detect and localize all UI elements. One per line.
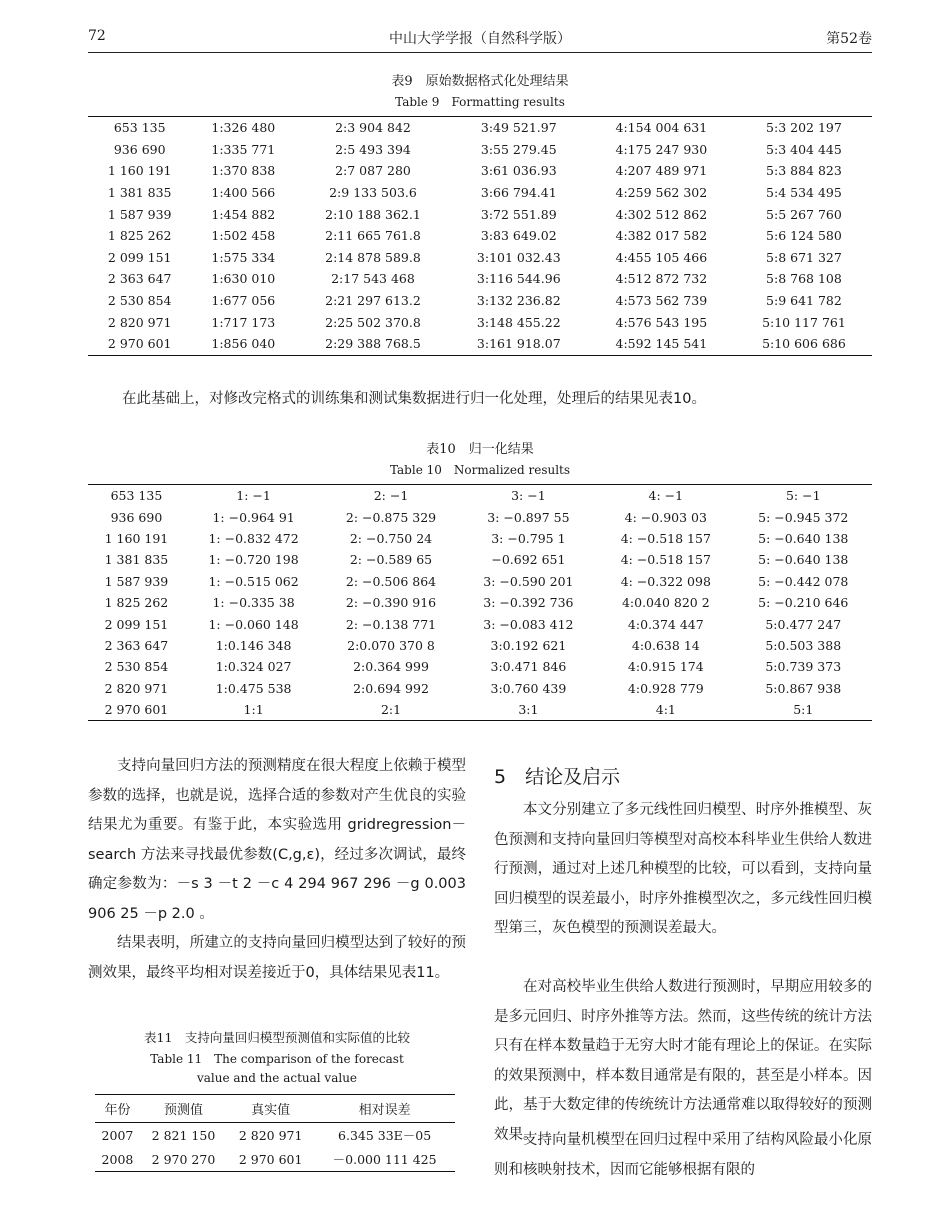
table-cell: 3:49 521.97: [480, 120, 557, 136]
table9-row: [88, 203, 872, 225]
table-cell: 5:6 124 580: [766, 228, 842, 244]
table-cell: 1:0.146 348: [215, 637, 292, 653]
table-cell: 3: −1: [511, 488, 546, 504]
table-cell: 4:175 247 930: [615, 141, 708, 157]
table-cell: 2 970 270: [151, 1151, 216, 1167]
table-cell: 2:29 388 768.5: [325, 336, 421, 352]
table9-row: [88, 247, 872, 269]
table-cell: 5: −0.210 646: [758, 595, 849, 611]
table-cell: 2: −0.390 916: [345, 595, 437, 611]
table-cell: 2:11 665 761.8: [325, 228, 421, 244]
table-cell: 5:10 606 686: [762, 336, 846, 352]
table10-row: [88, 699, 872, 721]
table-cell: 2 970 601: [238, 1151, 303, 1167]
table-cell: 2 099 151: [107, 249, 172, 265]
table-cell: 2 970 601: [107, 336, 172, 352]
table-cell: 3:161 918.07: [476, 336, 561, 352]
table-cell: 3:116 544.96: [476, 271, 561, 287]
table-cell: 2: −0.138 771: [345, 616, 437, 632]
table-cell: 4:573 562 739: [615, 293, 708, 309]
table-cell: 1: −0.720 198: [208, 552, 299, 568]
table-cell: 5: −0.640 138: [758, 530, 849, 546]
table-cell: 2: −0.750 24: [349, 530, 433, 546]
table-cell: 2 530 854: [104, 659, 169, 675]
table-cell: 1 381 835: [107, 185, 172, 201]
table-cell: 3:101 032.43: [476, 249, 561, 265]
table11-row: [95, 1147, 455, 1172]
table-cell: 1 160 191: [104, 530, 169, 546]
table-cell: 1:326 480: [211, 120, 276, 136]
table-cell: 5:0.477 247: [765, 616, 842, 632]
table10-row: [88, 635, 872, 656]
table-cell: 3:1: [518, 702, 539, 718]
table-cell: 1 825 262: [107, 228, 172, 244]
table10-row: [88, 485, 872, 507]
running-header: [88, 28, 872, 50]
table10-row: [88, 549, 872, 570]
table11-header-forecast: 预测值: [140, 1095, 227, 1123]
table-cell: 2 363 647: [107, 271, 172, 287]
table10-row: [88, 613, 872, 634]
table10-row: [88, 592, 872, 613]
table-cell: 5:0.739 373: [765, 659, 842, 675]
table9: [88, 116, 872, 356]
table-cell: 4:512 872 732: [615, 271, 708, 287]
table-cell: 3: −0.590 201: [483, 573, 574, 589]
table-cell: 2: −0.589 65: [349, 552, 433, 568]
table-cell: 5: −0.442 078: [758, 573, 849, 589]
table-cell: 1:575 334: [211, 249, 276, 265]
table11-header-error: 相对误差: [314, 1095, 455, 1123]
table9-row: [88, 311, 872, 333]
table-cell: 1:454 882: [211, 206, 276, 222]
table9-row: [88, 117, 872, 139]
table-cell: 2:7 087 280: [335, 163, 411, 179]
table-cell: 5:3 404 445: [766, 141, 842, 157]
table-cell: 2:17 543 468: [331, 271, 415, 287]
table-cell: 1:400 566: [211, 185, 276, 201]
table11: [95, 1094, 455, 1172]
volume-label: 第52卷: [826, 31, 872, 47]
table-cell: 1 381 835: [104, 552, 169, 568]
table9-row: [88, 290, 872, 312]
table-cell: 3:61 036.93: [480, 163, 557, 179]
table9-row: [88, 160, 872, 182]
table-cell: 5:8 768 108: [766, 271, 842, 287]
table-cell: 2:9 133 503.6: [329, 185, 417, 201]
table-cell: 4:455 105 466: [615, 249, 708, 265]
table-cell: 653 135: [110, 488, 163, 504]
table-cell: 4:0.638 14: [631, 637, 700, 653]
table-cell: 3:0.471 846: [490, 659, 567, 675]
table-cell: 6.345 33E－05: [338, 1128, 432, 1143]
left-paragraph-1: 支持向量回归方法的预测精度在很大程度上依赖于模型参数的选择，也就是说，选择合适的参数对产生优良的实验结果尤为重要。有鉴于此，本实验选用 gridregression－search 方法来寻找最优参数(C,g,ε)，经过多次调试，最终确定参数为：－s 3 －t 2 －c 4 294 967 296 －g 0.003 906 25 －p 2.0 。: [88, 758, 466, 922]
table-cell: 5:4 534 495: [766, 185, 842, 201]
table-cell: 2:14 878 589.8: [325, 249, 421, 265]
table-cell: 1: −0.515 062: [208, 573, 299, 589]
table-cell: 1:370 838: [211, 163, 276, 179]
table-cell: 1 587 939: [107, 206, 172, 222]
table-cell: 2:1: [380, 702, 402, 718]
table-cell: 3:66 794.41: [480, 185, 557, 201]
table-cell: 5:0.503 388: [765, 637, 842, 653]
table-cell: 4:592 145 541: [615, 336, 708, 352]
table-cell: 1 160 191: [107, 163, 172, 179]
table-cell: 653 135: [113, 120, 166, 136]
right-paragraph-2: 在对高校毕业生供给人数进行预测时，早期应用较多的是多元回归、时序外推等方法。然而，这些传统的统计方法只有在样本数量趋于无穷大时才能有理论上的保证。在实际的效果预测中，样本数目通常是有限的，甚至是小样本。因此，基于大数定律的传统统计方法通常难以取得较好的预测效果。: [494, 979, 872, 1143]
table-cell: 5:10 117 761: [762, 314, 846, 330]
table-cell: 2 099 151: [104, 616, 169, 632]
table11-header-actual: 真实值: [227, 1095, 314, 1123]
table-cell: 4:154 004 631: [615, 120, 708, 136]
table11-row: [95, 1123, 455, 1148]
table-cell: 2 970 601: [104, 702, 169, 718]
table-cell: 4:259 562 302: [615, 185, 708, 201]
table9-row: [88, 182, 872, 204]
table-cell: 2:21 297 613.2: [325, 293, 421, 309]
table11-caption-en-2: value and the actual value: [196, 1071, 358, 1085]
table-cell: 1: −1: [236, 488, 271, 504]
table-cell: 4:0.040 820 2: [621, 595, 710, 611]
table-cell: 1:1: [243, 702, 264, 718]
table-cell: 2 820 971: [107, 314, 172, 330]
table-cell: 2:0.694 992: [353, 680, 429, 696]
table-cell: 1: −0.832 472: [208, 530, 299, 546]
table-cell: 5:1: [793, 702, 814, 718]
table-cell: 2: −0.506 864: [345, 573, 437, 589]
table10-row: [88, 656, 872, 677]
table11-header-year: 年份: [95, 1095, 140, 1123]
table-cell: 1 825 262: [104, 595, 169, 611]
table10-caption-en: Table 10 Normalized results: [389, 463, 571, 477]
table9-row: [88, 225, 872, 247]
journal-title: 中山大学学报（自然科学版）: [389, 31, 571, 47]
table-cell: 3:83 649.02: [480, 228, 557, 244]
table-cell: 4: −1: [648, 488, 684, 504]
page-number: 72: [88, 28, 106, 44]
paragraph-intro-table10: 在此基础上，对修改完格式的训练集和测试集数据进行归一化处理，处理后的结果见表10。: [122, 391, 706, 407]
table9-row: [88, 333, 872, 355]
table-cell: 1:717 173: [211, 314, 276, 330]
table9-caption-en: Table 9 Formatting results: [395, 95, 565, 109]
table-cell: 2 820 971: [104, 680, 169, 696]
table-cell: 2:0.364 999: [353, 659, 429, 675]
table-cell: 5:9 641 782: [766, 293, 842, 309]
table-cell: −0.692 651: [491, 552, 566, 568]
table-cell: 2:3 904 842: [335, 120, 411, 136]
table10-caption-cn: 表10 归一化结果: [426, 442, 534, 457]
table-cell: 2 530 854: [107, 293, 172, 309]
table-cell: 3: −0.392 736: [483, 595, 574, 611]
table-cell: 2: −1: [373, 488, 409, 504]
table10-row: [88, 528, 872, 549]
table-cell: 2:5 493 394: [335, 141, 411, 157]
table11-caption-cn: 表11 支持向量回归模型预测值和实际值的比较: [144, 1030, 410, 1045]
table-cell: 1:502 458: [211, 228, 276, 244]
table-cell: 4:576 543 195: [615, 314, 708, 330]
table-cell: 1:856 040: [211, 336, 276, 352]
table-cell: 5:3 884 823: [766, 163, 842, 179]
table-cell: 3: −0.897 55: [487, 509, 570, 525]
right-paragraph-1: 本文分别建立了多元线性回归模型、时序外推模型、灰色预测和支持向量回归等模型对高校本科毕业生供给人数进行预测，通过对上述几种模型的比较，可以看到，支持向量回归模型的误差最小，时序外推模型次之，多元线性回归模型第三，灰色模型的预测误差最大。: [494, 802, 872, 936]
table-cell: 1: −0.964 91: [212, 509, 295, 525]
table-cell: 2: −0.875 329: [345, 509, 437, 525]
table-cell: 936 690: [110, 509, 163, 525]
table-cell: 1:335 771: [211, 141, 276, 157]
table-cell: 1 587 939: [104, 573, 169, 589]
table9-row: [88, 139, 872, 161]
table-cell: 5:0.867 938: [765, 680, 842, 696]
table-cell: 3:72 551.89: [480, 206, 557, 222]
table-cell: 5: −1: [785, 488, 821, 504]
table-cell: 3: −0.795 1: [491, 530, 566, 546]
table-cell: 5: −0.945 372: [758, 509, 849, 525]
table-cell: 3:0.760 439: [490, 680, 567, 696]
table10: [88, 484, 872, 721]
table10-row: [88, 678, 872, 699]
table-cell: 4:1: [655, 702, 676, 718]
table-cell: 4: −0.903 03: [624, 509, 707, 525]
table11-caption-en-1: Table 11 The comparison of the forecast: [150, 1052, 404, 1066]
table-cell: 4:207 489 971: [615, 163, 708, 179]
table-cell: 1:677 056: [211, 293, 276, 309]
table-cell: 2:10 188 362.1: [325, 206, 421, 222]
table-cell: 5:8 671 327: [766, 249, 842, 265]
table-cell: 5:3 202 197: [766, 120, 842, 136]
table9-caption-cn: 表9 原始数据格式化处理结果: [391, 74, 569, 89]
table-cell: 5: −0.640 138: [758, 552, 849, 568]
table-cell: 5:5 267 760: [766, 206, 842, 222]
table9-row: [88, 268, 872, 290]
table-cell: 3: −0.083 412: [483, 616, 574, 632]
table-cell: 2 821 150: [151, 1127, 216, 1143]
table-cell: 1:0.324 027: [215, 659, 292, 675]
table-cell: 3:148 455.22: [476, 314, 561, 330]
right-paragraph-3: 支持向量机模型在回归过程中采用了结构风险最小化原则和核映射技术，因而它能够根据有限的: [494, 1132, 872, 1178]
table10-row: [88, 571, 872, 592]
table-cell: 4: −0.518 157: [620, 552, 711, 568]
table-cell: 3:0.192 621: [490, 637, 567, 653]
table-cell: 1: −0.060 148: [208, 616, 299, 632]
table-cell: 2:0.070 370 8: [347, 637, 435, 653]
table-cell: 3:55 279.45: [480, 141, 557, 157]
left-paragraph-2: 结果表明，所建立的支持向量回归模型达到了较好的预测效果，最终平均相对误差接近于0，具体结果见表11。: [88, 935, 466, 981]
table-cell: 4:0.928 779: [627, 680, 704, 696]
header-rule: [88, 52, 872, 53]
table-cell: 4:382 017 582: [615, 228, 708, 244]
table-cell: 4:302 512 862: [615, 206, 708, 222]
table-cell: 3:132 236.82: [476, 293, 561, 309]
table10-row: [88, 506, 872, 527]
table-cell: 4: −0.518 157: [620, 530, 711, 546]
table-cell: 4:0.915 174: [627, 659, 704, 675]
table-cell: 1: −0.335 38: [212, 595, 295, 611]
table-cell: 2:25 502 370.8: [325, 314, 421, 330]
table-cell: 2 820 971: [238, 1127, 303, 1143]
section-title: 5 结论及启示: [494, 766, 621, 788]
table-cell: 936 690: [113, 141, 166, 157]
table-cell: －0.000 111 425: [332, 1152, 437, 1167]
table-cell: 4: −0.322 098: [620, 573, 711, 589]
table-cell: 1:630 010: [211, 271, 276, 287]
table-cell: 2 363 647: [104, 637, 169, 653]
table-cell: 1:0.475 538: [215, 680, 292, 696]
table-cell: 2008: [101, 1151, 134, 1167]
table-cell: 4:0.374 447: [627, 616, 704, 632]
table-cell: 2007: [101, 1127, 134, 1143]
